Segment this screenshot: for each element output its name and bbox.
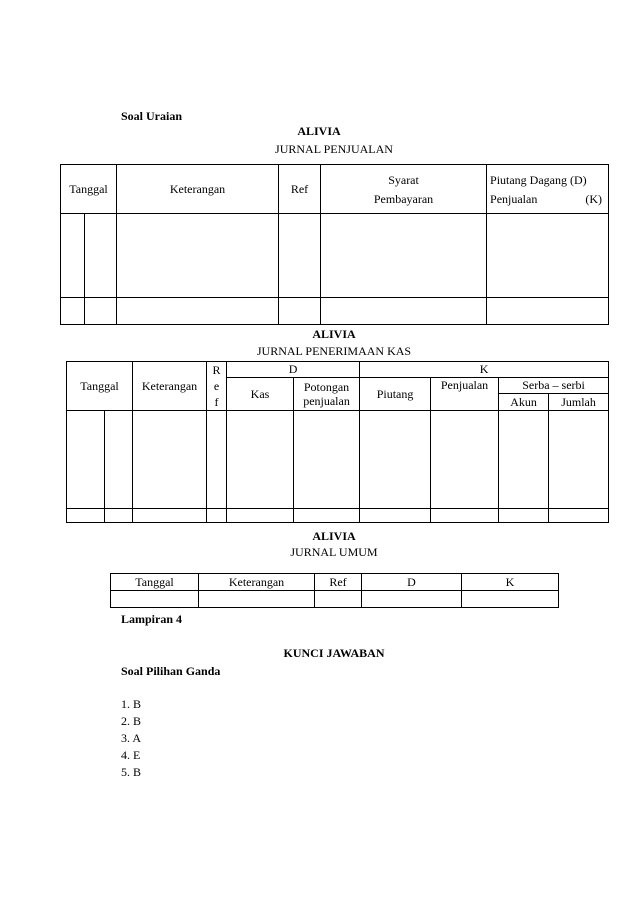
cell bbox=[133, 411, 207, 509]
header-akun: Akun bbox=[499, 394, 549, 411]
header-tanggal: Tanggal bbox=[67, 362, 133, 411]
cell bbox=[67, 411, 105, 509]
cell bbox=[199, 591, 315, 608]
header-ref: Ref bbox=[279, 165, 321, 214]
header-syarat-pembayaran bbox=[321, 165, 487, 214]
answer-item: 2. B bbox=[121, 714, 142, 728]
header-tanggal: Tanggal bbox=[61, 165, 117, 214]
journal-title-penerimaan-kas: JURNAL PENERIMAAN KAS bbox=[256, 344, 412, 358]
cell bbox=[279, 214, 321, 298]
cell bbox=[105, 509, 133, 523]
table-header-row-1 bbox=[67, 362, 609, 378]
table-row bbox=[67, 411, 609, 509]
cell bbox=[360, 509, 431, 523]
header-piutang-penjualan: Penjualan bbox=[490, 191, 538, 206]
cell bbox=[321, 214, 487, 298]
header-kredit: K bbox=[462, 574, 559, 591]
cell bbox=[360, 411, 431, 509]
cell bbox=[111, 591, 199, 608]
table-jurnal-penjualan bbox=[60, 164, 609, 325]
header-syarat-line1: Syarat bbox=[388, 172, 419, 187]
header-ref-e: e bbox=[213, 379, 220, 393]
table-row bbox=[61, 298, 609, 325]
header-ref-r: R bbox=[212, 363, 221, 377]
cell bbox=[315, 591, 362, 608]
header-keterangan: Keterangan bbox=[117, 165, 279, 214]
lampiran-label: Lampiran 4 bbox=[121, 612, 183, 626]
company-name-1: ALIVIA bbox=[297, 124, 341, 138]
answer-list bbox=[121, 697, 141, 782]
cell bbox=[61, 298, 85, 325]
table-jurnal-umum bbox=[110, 573, 559, 608]
header-kredit: K bbox=[360, 362, 609, 378]
section-heading-soal-uraian: Soal Uraian bbox=[121, 109, 183, 123]
cell bbox=[549, 509, 609, 523]
header-debit: D bbox=[227, 362, 360, 378]
header-syarat-line2: Pembayaran bbox=[373, 191, 434, 206]
cell bbox=[105, 411, 133, 509]
header-piutang-line2 bbox=[487, 192, 608, 206]
header-ref: Ref bbox=[315, 574, 362, 591]
cell bbox=[61, 214, 85, 298]
cell bbox=[362, 591, 462, 608]
cell bbox=[85, 298, 117, 325]
header-tanggal: Tanggal bbox=[111, 574, 199, 591]
company-name-3: ALIVIA bbox=[312, 529, 356, 543]
header-potongan-penjualan bbox=[294, 378, 360, 411]
cell bbox=[431, 509, 499, 523]
header-kas: Kas bbox=[227, 378, 294, 411]
table-header-row bbox=[61, 165, 609, 214]
header-piutang: Piutang bbox=[360, 378, 431, 411]
cell bbox=[207, 509, 227, 523]
cell bbox=[321, 298, 487, 325]
table-jurnal-penerimaan-kas bbox=[66, 361, 609, 523]
journal-title-penjualan: JURNAL PENJUALAN bbox=[275, 142, 393, 156]
table-row bbox=[111, 591, 559, 608]
company-name-2: ALIVIA bbox=[312, 327, 356, 341]
cell bbox=[85, 214, 117, 298]
header-piutang-dagang bbox=[487, 165, 609, 214]
cell bbox=[487, 298, 609, 325]
header-piutang-line1: Piutang Dagang (D) bbox=[490, 172, 587, 187]
cell bbox=[227, 509, 294, 523]
header-ref-f: f bbox=[214, 395, 219, 409]
table-row bbox=[61, 214, 609, 298]
cell bbox=[207, 411, 227, 509]
header-serba-serbi: Serba – serbi bbox=[499, 378, 609, 394]
kunci-jawaban-title: KUNCI JAWABAN bbox=[283, 646, 385, 660]
table-row bbox=[67, 509, 609, 523]
header-potongan-line1: Potongan bbox=[303, 380, 350, 394]
cell bbox=[279, 298, 321, 325]
header-keterangan: Keterangan bbox=[133, 362, 207, 411]
header-keterangan: Keterangan bbox=[199, 574, 315, 591]
answer-item: 3. A bbox=[121, 731, 142, 745]
cell bbox=[294, 411, 360, 509]
cell bbox=[67, 509, 105, 523]
header-jumlah: Jumlah bbox=[549, 394, 609, 411]
table-header-row bbox=[111, 574, 559, 591]
cell bbox=[117, 298, 279, 325]
soal-pilihan-ganda-heading: Soal Pilihan Ganda bbox=[121, 664, 221, 678]
answer-item: 4. E bbox=[121, 748, 141, 762]
cell bbox=[117, 214, 279, 298]
cell bbox=[487, 214, 609, 298]
cell bbox=[294, 509, 360, 523]
journal-title-umum: JURNAL UMUM bbox=[290, 545, 378, 559]
answer-item: 1. B bbox=[121, 697, 142, 711]
header-piutang-k: (K) bbox=[585, 191, 603, 206]
cell bbox=[431, 411, 499, 509]
cell bbox=[227, 411, 294, 509]
answer-item: 5. B bbox=[121, 765, 142, 779]
cell bbox=[549, 411, 609, 509]
header-penjualan: Penjualan bbox=[431, 378, 499, 411]
cell bbox=[499, 509, 549, 523]
header-potongan-line2: penjualan bbox=[303, 394, 350, 408]
header-ref bbox=[207, 362, 227, 411]
cell bbox=[133, 509, 207, 523]
cell bbox=[462, 591, 559, 608]
cell bbox=[499, 411, 549, 509]
header-debit: D bbox=[362, 574, 462, 591]
